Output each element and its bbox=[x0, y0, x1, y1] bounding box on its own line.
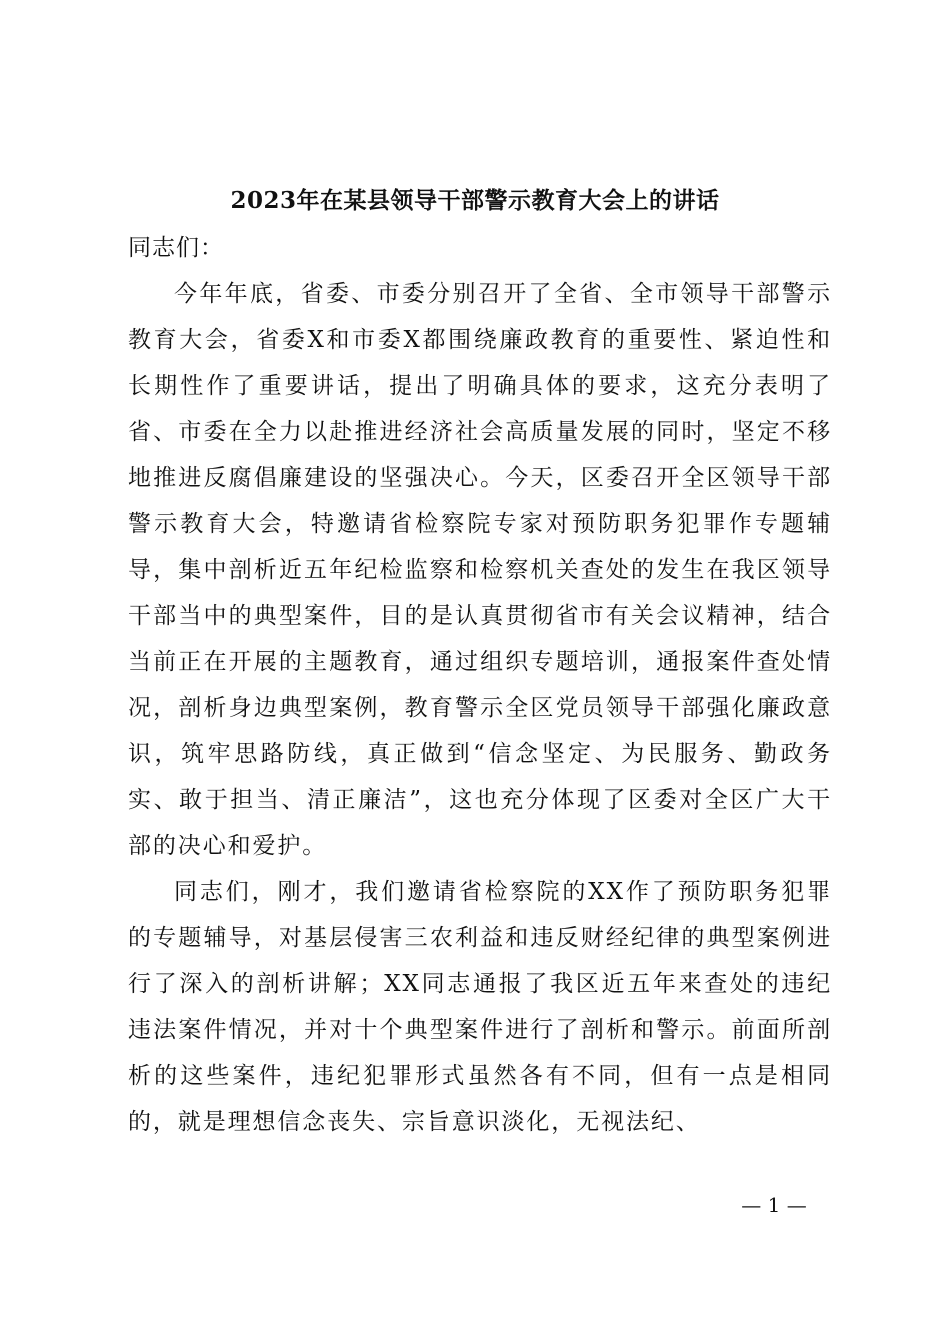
page-number: — 1 — bbox=[741, 1193, 807, 1217]
document-title: 2023年在某县领导干部警示教育大会上的讲话 bbox=[230, 187, 720, 214]
salutation: 同志们： bbox=[128, 235, 224, 261]
body-paragraph-1: 今年年底，省委、市委分别召开了全省、全市领导干部警示教育大会，省委X和市委X都围绕廉政教育的重要性、紧迫性和长期性作了重要讲话，提出了明确具体的要求，这充分表明了省、市委在全力以赴推进经济社会高质量发展的同时，坚定不移地推进反腐倡廉建设的坚强决心。今天，区委召开全区领导干部警示教育大会，特邀请省检察院专家对预防职务犯罪作专题辅导，集中剖析近五年纪检监察和检察机关查处的发生在我区领导干部当中的典型案件，目的是认真贯彻省市有关会议精神，结合当前正在开展的主题教育，通过组织专题培训，通报案件查处情况，剖析身边典型案例，教育警示全区党员领导干部强化廉政意识，筑牢思路防线，真正做到“信念坚定、为民服务、勤政务实、敢于担当、清正廉洁”，这也充分体现了区委对全区广大干部的决心和爱护。 bbox=[128, 281, 832, 859]
body-paragraph-2: 同志们，刚才，我们邀请省检察院的XX作了预防职务犯罪的专题辅导，对基层侵害三农利益和违反财经纪律的典型案例进行了深入的剖析讲解；XX同志通报了我区近五年来查处的违纪违法案件情况，并对十个典型案件进行了剖析和警示。前面所剖析的这些案件，违纪犯罪形式虽然各有不同，但有一点是相同的，就是理想信念丧失、宗旨意识淡化，无视法纪、 bbox=[128, 879, 832, 1135]
document-body bbox=[128, 225, 832, 1145]
